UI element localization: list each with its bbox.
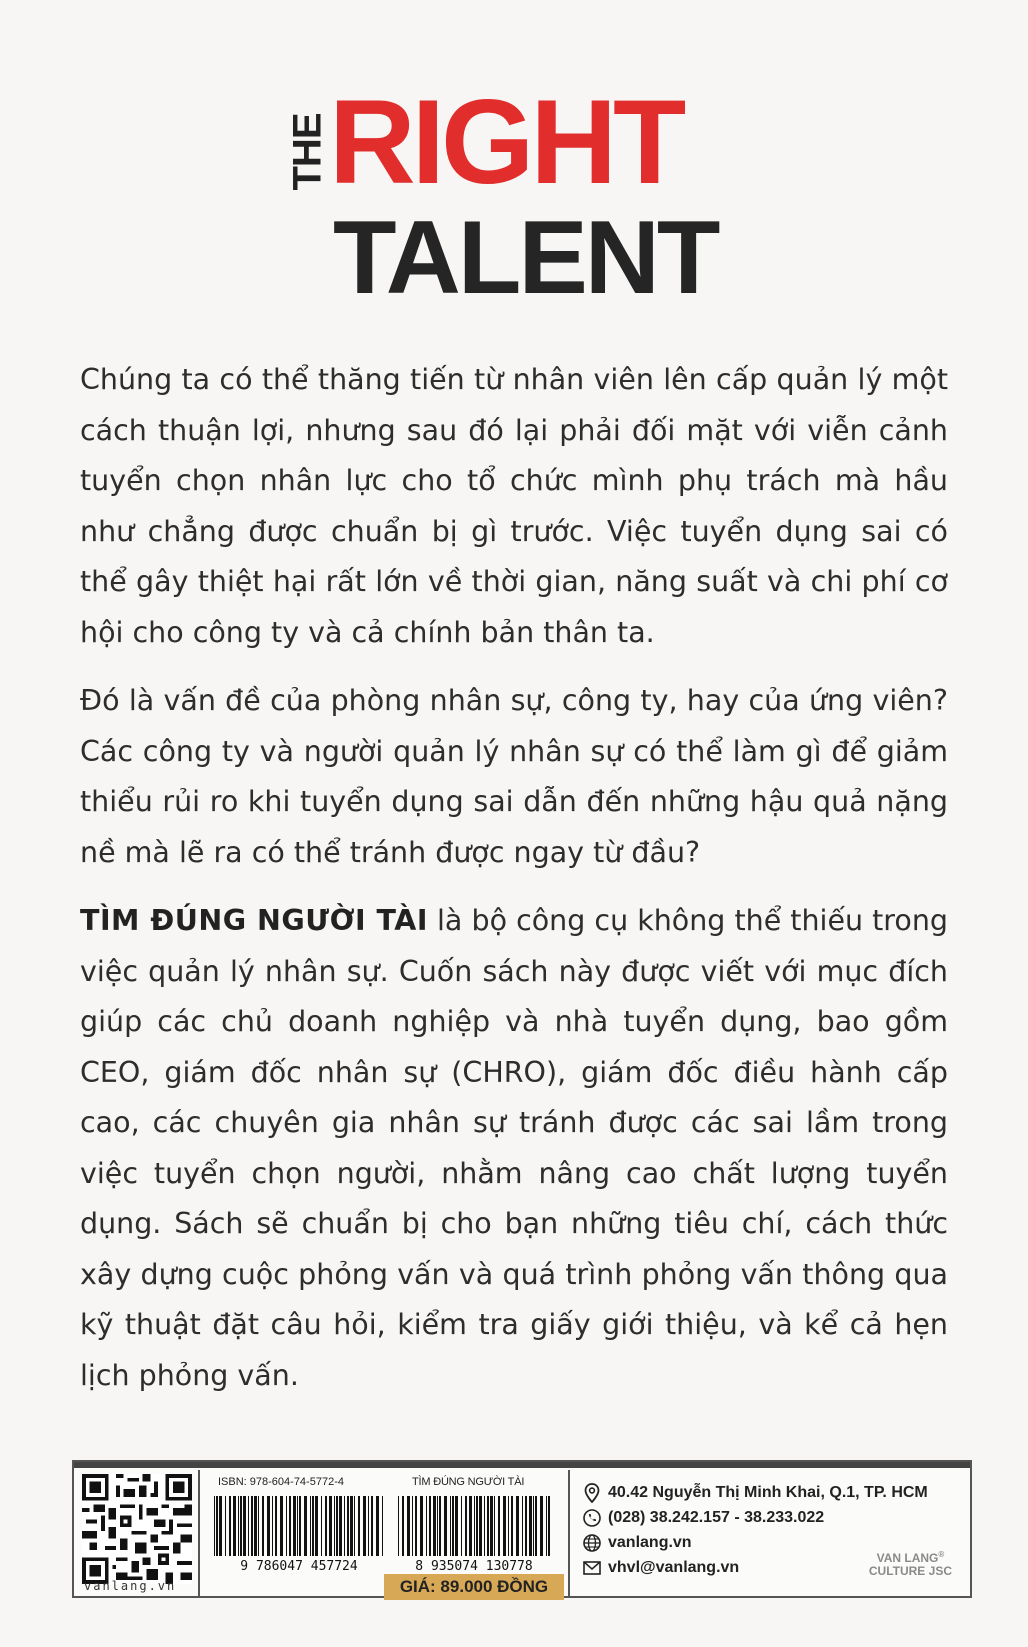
barcode-bar xyxy=(498,1496,500,1556)
address-row xyxy=(582,1480,952,1505)
barcode-bar xyxy=(546,1496,547,1556)
barcode-bar xyxy=(503,1496,506,1556)
barcode-bar xyxy=(487,1496,489,1556)
barcode-bar xyxy=(484,1496,485,1556)
barcode-bar xyxy=(293,1496,296,1556)
barcode-bar xyxy=(415,1496,417,1556)
barcode-bar xyxy=(267,1496,270,1556)
barcode-bar xyxy=(334,1496,335,1556)
barcode-bar xyxy=(229,1496,231,1556)
ean-title-label: TÌM ĐÚNG NGƯỜI TÀI xyxy=(412,1476,525,1488)
envelope-icon xyxy=(582,1558,602,1578)
back-cover-blurb xyxy=(80,355,948,1419)
barcode-bar xyxy=(450,1496,451,1556)
address-text: 40.42 Nguyễn Thị Minh Khai, Q.1, TP. HCM xyxy=(608,1483,928,1501)
barcode-bar xyxy=(511,1496,513,1556)
barcode-bar xyxy=(371,1496,373,1556)
barcode-bar xyxy=(286,1496,287,1556)
barcode-bar xyxy=(289,1496,291,1556)
barcode-bar xyxy=(272,1496,273,1556)
publisher-brand xyxy=(869,1548,952,1578)
isbn-label: ISBN: 978-604-74-5772-4 xyxy=(218,1476,344,1488)
barcode-bar xyxy=(398,1496,399,1556)
barcode-bar xyxy=(529,1496,532,1556)
barcode-bar xyxy=(465,1496,467,1556)
barcode-bar xyxy=(476,1496,478,1556)
barcode-bar xyxy=(437,1496,438,1556)
barcode-bar xyxy=(347,1496,349,1556)
barcode-bar xyxy=(240,1496,242,1556)
barcode-bar xyxy=(525,1496,527,1556)
barcode-bar xyxy=(469,1496,472,1556)
barcode-bar xyxy=(321,1496,322,1556)
title-the xyxy=(285,106,329,198)
barcode-bar xyxy=(494,1496,495,1556)
barcode-bar xyxy=(310,1496,311,1556)
barcode-bar xyxy=(429,1496,431,1556)
barcode-bar xyxy=(455,1496,458,1556)
footer-top-stripe xyxy=(74,1462,970,1468)
location-pin-icon xyxy=(582,1483,602,1503)
barcode-bar xyxy=(358,1496,360,1556)
globe-icon xyxy=(582,1533,602,1553)
website-text: vanlang.vn xyxy=(608,1533,692,1551)
barcode-bar xyxy=(280,1496,283,1556)
barcode-bar xyxy=(304,1496,307,1556)
brand-line-1: VAN LANG xyxy=(876,1551,939,1565)
barcode-bar xyxy=(439,1496,441,1556)
barcode-bar xyxy=(535,1496,537,1556)
barcode-bar xyxy=(339,1496,342,1556)
title-talent: TALENT xyxy=(333,200,718,316)
phone-icon xyxy=(582,1508,602,1528)
barcode-bar xyxy=(402,1496,404,1556)
barcode-bar xyxy=(433,1496,436,1556)
title-right: RIGHT xyxy=(329,75,683,209)
barcode-bar xyxy=(275,1496,277,1556)
publisher-footer xyxy=(72,1460,972,1598)
barcode-bar xyxy=(216,1496,218,1556)
barcode-bar xyxy=(522,1496,523,1556)
barcode-bar xyxy=(325,1496,327,1556)
barcode-bar xyxy=(251,1496,253,1556)
barcode-bar xyxy=(376,1496,379,1556)
barcode-bar xyxy=(254,1496,257,1556)
barcode-bar xyxy=(452,1496,454,1556)
brand-line-2: CULTURE JSC xyxy=(868,1564,952,1578)
barcode-bar xyxy=(461,1496,462,1556)
barcode-bar xyxy=(426,1496,427,1556)
barcode-bar xyxy=(297,1496,298,1556)
barcode-bar xyxy=(312,1496,314,1556)
price-tag xyxy=(384,1574,564,1600)
divider-1 xyxy=(198,1470,200,1596)
barcode-bar xyxy=(225,1496,226,1556)
barcode-area xyxy=(204,1472,566,1596)
barcode-bar xyxy=(344,1496,345,1556)
paragraph-2: Đó là vấn đề của phòng nhân sự, công ty, hay của ứng viên? Các công ty và người quản lý nhân sự có thể làm gì để giảm thiểu rủi ro khi tuyển dụng sai dẫn đến những hậu quả nặng nề mà lẽ ra có thể tránh được ngay từ đầu? xyxy=(80,684,948,869)
barcode-bar xyxy=(412,1496,413,1556)
barcode-bar xyxy=(262,1496,264,1556)
email-text: vhvl@vanlang.vn xyxy=(608,1558,740,1576)
barcode-bar xyxy=(533,1496,534,1556)
barcode-bar xyxy=(540,1496,543,1556)
barcode-bar xyxy=(444,1496,447,1556)
barcode-bar xyxy=(420,1496,423,1556)
divider-2 xyxy=(568,1470,570,1596)
barcode-bar xyxy=(474,1496,475,1556)
barcode-bar xyxy=(508,1496,509,1556)
barcode-bar xyxy=(238,1496,239,1556)
barcode-bar xyxy=(490,1496,493,1556)
brand-registered: ® xyxy=(938,1550,945,1559)
barcode-bar xyxy=(368,1496,369,1556)
isbn-barcode xyxy=(210,1494,388,1572)
barcode-bar xyxy=(363,1496,366,1556)
barcode-bar xyxy=(315,1496,318,1556)
barcode-bar xyxy=(299,1496,301,1556)
barcode-bar xyxy=(219,1496,222,1556)
qr-code xyxy=(82,1474,192,1584)
book-vietnamese-title: TÌM ĐÚNG NGƯỜI TÀI xyxy=(80,904,428,937)
title-the-text: THE xyxy=(285,113,329,191)
phone-row xyxy=(582,1505,952,1530)
barcode-bar xyxy=(548,1496,550,1556)
barcode-bar xyxy=(382,1496,383,1556)
barcode-bar xyxy=(329,1496,332,1556)
phone-text: (028) 38.242.157 - 38.233.022 xyxy=(608,1508,825,1526)
ean-barcode-digits: 8 935074 130778 xyxy=(415,1559,533,1572)
barcode-bar xyxy=(243,1496,246,1556)
barcode-bar xyxy=(233,1496,236,1556)
barcode-bar xyxy=(214,1496,215,1556)
barcode-bar xyxy=(407,1496,410,1556)
ean-barcode xyxy=(394,1494,554,1572)
barcode-bar xyxy=(258,1496,259,1556)
barcode-bar xyxy=(248,1496,249,1556)
paragraph-3 xyxy=(80,896,948,1401)
barcode-bar xyxy=(479,1496,482,1556)
paragraph-1: Chúng ta có thể thăng tiến từ nhân viên lên cấp quản lý một cách thuận lợi, nhưng sau đó lại phải đối mặt với viễn cảnh tuyển chọn nhân lực cho tổ chức mình phụ trách mà hầu như chẳng được chuẩn bị gì trước. Việc tuyển dụng sai có thể gây thiệt hại rất lớn về thời gian, năng suất và chi phí cơ hội cho công ty và cả chính bản thân ta. xyxy=(80,363,948,649)
barcode-bar xyxy=(350,1496,353,1556)
barcode-bar xyxy=(516,1496,519,1556)
paragraph-3-text: là bộ công cụ không thể thiếu trong việc quản lý nhân sự. Cuốn sách này được viết với mục đích giúp các chủ doanh nghiệp và nhà tuyển dụng, bao gồm CEO, giám đốc nhân sự (CHRO), giám đốc điều hành cấp cao, các chuyên gia nhân sự tránh được các sai lầm trong việc tuyển chọn người, nhằm nâng cao chất lượng tuyển dụng. Sách sẽ chuẩn bị cho bạn những tiêu chí, cách thức xây dựng cuộc phỏng vấn và quá trình phỏng vấn thông qua kỹ thuật đặt câu hỏi, kiểm tra giấy giới thiệu, và kể cả hẹn lịch phỏng vấn. xyxy=(80,904,948,1392)
book-title xyxy=(285,75,725,316)
barcode-bar xyxy=(354,1496,355,1556)
isbn-barcode-digits: 9 786047 457724 xyxy=(240,1559,358,1572)
price-text: GIÁ: 89.000 ĐỒNG xyxy=(399,1577,549,1596)
barcode-bar xyxy=(336,1496,338,1556)
qr-caption: vanlang.vn xyxy=(84,1579,177,1593)
